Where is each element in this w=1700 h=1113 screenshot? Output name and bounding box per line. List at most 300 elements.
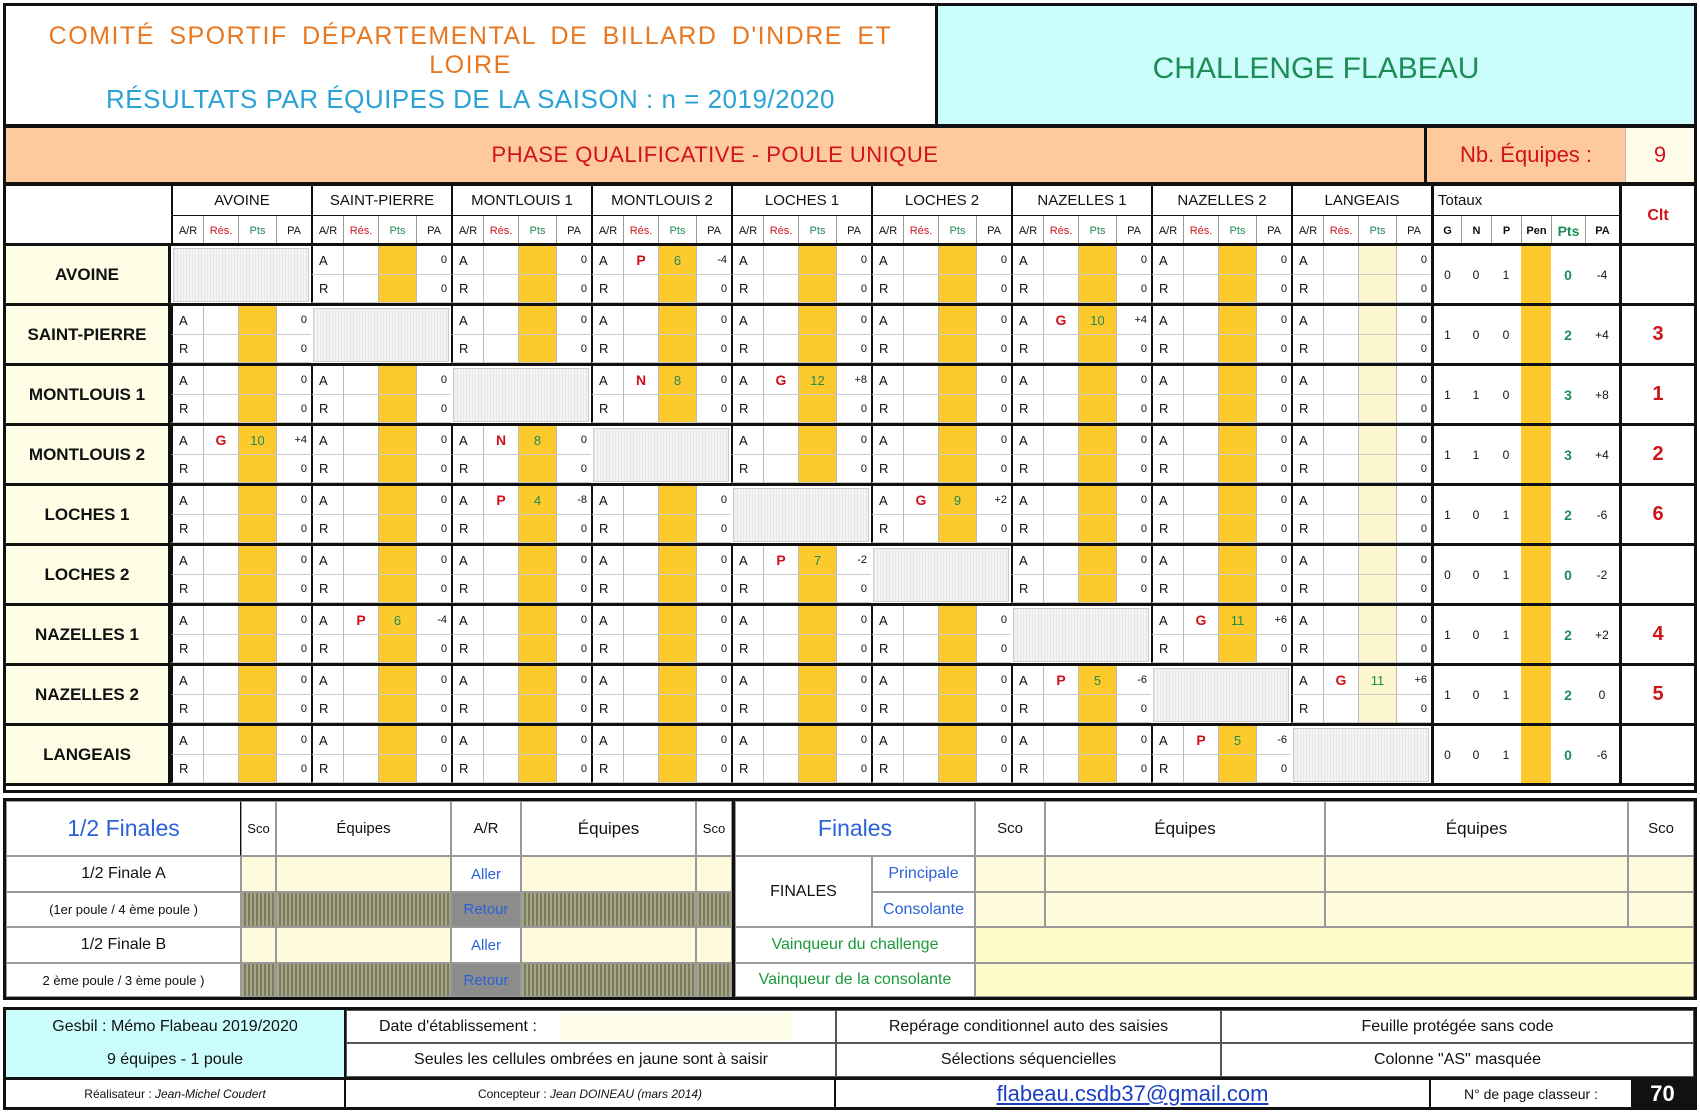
cell-points[interactable] (1078, 755, 1116, 783)
cell-result[interactable] (1043, 275, 1078, 303)
cell-points[interactable] (798, 755, 836, 783)
cell-result[interactable] (763, 395, 798, 423)
cell-points[interactable] (1218, 426, 1256, 455)
cell-result[interactable] (1043, 455, 1078, 483)
cell-result[interactable] (203, 486, 238, 515)
cell-result[interactable] (483, 575, 518, 603)
cell-result[interactable]: P (623, 246, 658, 275)
cell-points[interactable] (1078, 575, 1116, 603)
final-c-team2[interactable] (1325, 892, 1628, 927)
date-field[interactable] (561, 1013, 791, 1041)
cell-points[interactable] (938, 635, 976, 663)
cell-points[interactable] (1358, 246, 1396, 275)
cell-result[interactable] (1043, 755, 1078, 783)
semi-a-team1[interactable] (276, 856, 451, 892)
cell-result[interactable] (623, 515, 658, 543)
cell-result[interactable] (903, 426, 938, 455)
cell-result[interactable] (763, 335, 798, 363)
cell-points[interactable] (938, 306, 976, 335)
cell-points[interactable] (238, 515, 276, 543)
cell-result[interactable] (1183, 635, 1218, 663)
cell-points[interactable] (938, 275, 976, 303)
cell-result[interactable] (343, 575, 378, 603)
cell-result[interactable] (623, 486, 658, 515)
cell-points[interactable] (658, 486, 696, 515)
cell-points[interactable] (378, 395, 416, 423)
cell-result[interactable] (903, 726, 938, 755)
cell-points[interactable] (798, 455, 836, 483)
cell-points[interactable] (938, 335, 976, 363)
winner-cons-field[interactable] (975, 963, 1694, 997)
cell-points[interactable] (1218, 546, 1256, 575)
cell-result[interactable] (1043, 546, 1078, 575)
cell-result[interactable] (763, 275, 798, 303)
cell-points[interactable] (798, 695, 836, 723)
cell-points[interactable] (518, 546, 556, 575)
final-p-sco1[interactable] (975, 856, 1045, 892)
cell-points[interactable] (798, 666, 836, 695)
cell-result[interactable] (623, 275, 658, 303)
cell-points[interactable] (1358, 366, 1396, 395)
cell-result[interactable] (203, 695, 238, 723)
cell-result[interactable] (203, 546, 238, 575)
cell-result[interactable] (483, 695, 518, 723)
cell-result[interactable] (343, 275, 378, 303)
cell-result[interactable] (1323, 335, 1358, 363)
cell-result[interactable] (1323, 695, 1358, 723)
cell-result[interactable] (903, 515, 938, 543)
cell-points[interactable] (1078, 275, 1116, 303)
cell-points[interactable]: 11 (1218, 606, 1256, 635)
cell-result[interactable]: N (483, 426, 518, 455)
cell-points[interactable]: 12 (798, 366, 836, 395)
cell-points[interactable] (378, 546, 416, 575)
semi-a-sco1[interactable] (241, 856, 276, 892)
cell-points[interactable] (798, 426, 836, 455)
cell-points[interactable] (658, 575, 696, 603)
cell-points[interactable] (1078, 246, 1116, 275)
cell-result[interactable] (763, 666, 798, 695)
cell-points[interactable]: 8 (518, 426, 556, 455)
cell-result[interactable] (343, 546, 378, 575)
cell-points[interactable]: 9 (938, 486, 976, 515)
cell-points[interactable] (798, 246, 836, 275)
final-c-sco1[interactable] (975, 892, 1045, 927)
cell-points[interactable] (238, 546, 276, 575)
cell-result[interactable] (483, 246, 518, 275)
cell-result[interactable] (763, 635, 798, 663)
email-link[interactable]: flabeau.csdb37@gmail.com (836, 1080, 1431, 1107)
cell-result[interactable] (203, 306, 238, 335)
winner-field[interactable] (975, 927, 1694, 963)
cell-result[interactable] (623, 755, 658, 783)
cell-result[interactable] (1043, 726, 1078, 755)
cell-points[interactable] (1358, 606, 1396, 635)
cell-result[interactable] (1183, 546, 1218, 575)
cell-result[interactable] (343, 515, 378, 543)
cell-result[interactable] (763, 246, 798, 275)
cell-points[interactable] (238, 306, 276, 335)
cell-points[interactable] (378, 755, 416, 783)
cell-result[interactable]: P (763, 546, 798, 575)
cell-points[interactable] (238, 575, 276, 603)
cell-result[interactable] (343, 695, 378, 723)
cell-result[interactable] (623, 606, 658, 635)
cell-points[interactable] (378, 455, 416, 483)
cell-result[interactable] (1043, 246, 1078, 275)
cell-result[interactable] (343, 366, 378, 395)
cell-points[interactable] (798, 606, 836, 635)
cell-result[interactable] (1183, 246, 1218, 275)
cell-points[interactable]: 7 (798, 546, 836, 575)
cell-result[interactable] (1183, 306, 1218, 335)
cell-result[interactable] (483, 606, 518, 635)
cell-points[interactable] (658, 606, 696, 635)
cell-result[interactable] (203, 755, 238, 783)
cell-points[interactable] (938, 726, 976, 755)
cell-result[interactable] (903, 395, 938, 423)
cell-points[interactable] (1358, 395, 1396, 423)
cell-result[interactable] (623, 726, 658, 755)
cell-points[interactable] (238, 455, 276, 483)
cell-result[interactable] (903, 635, 938, 663)
cell-result[interactable] (903, 335, 938, 363)
cell-result[interactable] (203, 635, 238, 663)
cell-result[interactable] (623, 695, 658, 723)
cell-result[interactable]: G (203, 426, 238, 455)
cell-result[interactable]: P (1183, 726, 1218, 755)
cell-result[interactable] (623, 575, 658, 603)
cell-points[interactable] (798, 395, 836, 423)
cell-result[interactable] (903, 275, 938, 303)
cell-result[interactable] (903, 666, 938, 695)
cell-points[interactable] (1078, 366, 1116, 395)
cell-points[interactable] (518, 246, 556, 275)
cell-result[interactable] (203, 515, 238, 543)
cell-points[interactable] (798, 726, 836, 755)
cell-points[interactable] (1078, 455, 1116, 483)
nb-teams-value[interactable]: 9 (1625, 128, 1694, 182)
cell-result[interactable] (1043, 575, 1078, 603)
cell-result[interactable] (1323, 426, 1358, 455)
cell-points[interactable] (518, 455, 556, 483)
cell-points[interactable] (238, 366, 276, 395)
cell-points[interactable] (378, 246, 416, 275)
cell-points[interactable] (798, 275, 836, 303)
cell-points[interactable] (938, 395, 976, 423)
cell-result[interactable] (903, 695, 938, 723)
cell-result[interactable] (1323, 575, 1358, 603)
cell-result[interactable] (483, 515, 518, 543)
cell-result[interactable] (623, 666, 658, 695)
cell-result[interactable] (763, 455, 798, 483)
cell-points[interactable] (1218, 486, 1256, 515)
cell-points[interactable] (1218, 366, 1256, 395)
cell-result[interactable] (1183, 395, 1218, 423)
cell-points[interactable] (1358, 695, 1396, 723)
cell-points[interactable] (798, 635, 836, 663)
cell-result[interactable] (343, 455, 378, 483)
cell-result[interactable] (623, 306, 658, 335)
cell-result[interactable] (763, 726, 798, 755)
cell-points[interactable] (938, 426, 976, 455)
cell-points[interactable] (1358, 426, 1396, 455)
cell-result[interactable] (763, 606, 798, 635)
cell-points[interactable] (378, 275, 416, 303)
cell-points[interactable] (518, 575, 556, 603)
cell-points[interactable] (658, 395, 696, 423)
cell-result[interactable] (1323, 246, 1358, 275)
cell-result[interactable]: P (343, 606, 378, 635)
cell-result[interactable] (1323, 606, 1358, 635)
cell-result[interactable] (1183, 515, 1218, 543)
semi-b-sco1[interactable] (241, 927, 276, 963)
cell-result[interactable] (483, 546, 518, 575)
cell-result[interactable] (1183, 455, 1218, 483)
cell-points[interactable] (798, 335, 836, 363)
final-p-team1[interactable] (1045, 856, 1325, 892)
cell-result[interactable] (1043, 515, 1078, 543)
cell-result[interactable] (1183, 275, 1218, 303)
cell-result[interactable] (203, 575, 238, 603)
cell-result[interactable] (343, 395, 378, 423)
cell-result[interactable] (343, 726, 378, 755)
cell-points[interactable] (378, 695, 416, 723)
cell-result[interactable] (1183, 755, 1218, 783)
cell-points[interactable] (658, 726, 696, 755)
cell-points[interactable] (938, 455, 976, 483)
cell-points[interactable] (518, 306, 556, 335)
cell-points[interactable]: 4 (518, 486, 556, 515)
cell-result[interactable] (1323, 515, 1358, 543)
cell-points[interactable] (518, 666, 556, 695)
cell-points[interactable] (1358, 275, 1396, 303)
cell-result[interactable] (623, 335, 658, 363)
cell-result[interactable] (1323, 366, 1358, 395)
cell-points[interactable]: 5 (1078, 666, 1116, 695)
cell-points[interactable] (378, 366, 416, 395)
cell-points[interactable] (238, 335, 276, 363)
cell-points[interactable] (658, 666, 696, 695)
cell-result[interactable] (343, 666, 378, 695)
cell-result[interactable] (1043, 366, 1078, 395)
cell-points[interactable] (938, 755, 976, 783)
cell-points[interactable] (378, 575, 416, 603)
semi-b-sco2[interactable] (696, 927, 732, 963)
cell-points[interactable] (938, 606, 976, 635)
cell-result[interactable] (343, 755, 378, 783)
cell-points[interactable] (238, 635, 276, 663)
cell-result[interactable] (1183, 426, 1218, 455)
cell-result[interactable] (763, 426, 798, 455)
cell-result[interactable] (903, 366, 938, 395)
cell-result[interactable] (623, 395, 658, 423)
cell-result[interactable] (763, 575, 798, 603)
cell-points[interactable] (1218, 455, 1256, 483)
cell-result[interactable] (483, 726, 518, 755)
cell-result[interactable]: G (763, 366, 798, 395)
cell-points[interactable] (1358, 546, 1396, 575)
semi-b-team2[interactable] (521, 927, 696, 963)
cell-points[interactable] (238, 726, 276, 755)
cell-result[interactable]: G (1323, 666, 1358, 695)
cell-result[interactable] (343, 426, 378, 455)
cell-points[interactable] (938, 366, 976, 395)
cell-result[interactable]: G (903, 486, 938, 515)
cell-result[interactable] (1043, 395, 1078, 423)
cell-result[interactable] (1043, 426, 1078, 455)
cell-result[interactable] (483, 335, 518, 363)
cell-points[interactable] (1078, 426, 1116, 455)
cell-points[interactable] (238, 755, 276, 783)
cell-points[interactable]: 6 (378, 606, 416, 635)
cell-result[interactable] (903, 606, 938, 635)
final-c-team1[interactable] (1045, 892, 1325, 927)
cell-points[interactable] (1358, 335, 1396, 363)
cell-points[interactable]: 10 (1078, 306, 1116, 335)
cell-points[interactable] (1358, 575, 1396, 603)
cell-result[interactable] (1323, 486, 1358, 515)
cell-result[interactable] (343, 635, 378, 663)
cell-points[interactable] (378, 666, 416, 695)
cell-result[interactable] (903, 755, 938, 783)
cell-points[interactable] (1078, 546, 1116, 575)
cell-points[interactable] (1358, 635, 1396, 663)
final-p-sco2[interactable] (1628, 856, 1694, 892)
semi-a-team2[interactable] (521, 856, 696, 892)
cell-result[interactable] (343, 486, 378, 515)
cell-points[interactable] (1218, 395, 1256, 423)
cell-result[interactable] (1323, 635, 1358, 663)
cell-result[interactable] (903, 306, 938, 335)
cell-points[interactable] (378, 726, 416, 755)
cell-points[interactable] (1078, 515, 1116, 543)
cell-points[interactable] (658, 755, 696, 783)
cell-result[interactable] (1323, 546, 1358, 575)
cell-points[interactable] (378, 635, 416, 663)
cell-points[interactable]: 10 (238, 426, 276, 455)
cell-result[interactable]: G (1043, 306, 1078, 335)
cell-result[interactable]: P (1043, 666, 1078, 695)
cell-points[interactable] (238, 486, 276, 515)
cell-result[interactable] (903, 246, 938, 275)
cell-points[interactable] (658, 695, 696, 723)
cell-result[interactable] (203, 606, 238, 635)
cell-result[interactable] (623, 546, 658, 575)
cell-result[interactable]: N (623, 366, 658, 395)
cell-points[interactable] (658, 306, 696, 335)
cell-points[interactable]: 5 (1218, 726, 1256, 755)
cell-points[interactable] (518, 726, 556, 755)
cell-points[interactable] (238, 695, 276, 723)
semi-b-team1[interactable] (276, 927, 451, 963)
cell-result[interactable] (1323, 395, 1358, 423)
cell-points[interactable] (658, 635, 696, 663)
cell-result[interactable] (623, 635, 658, 663)
cell-result[interactable] (483, 455, 518, 483)
cell-points[interactable] (1218, 335, 1256, 363)
cell-points[interactable] (1078, 486, 1116, 515)
cell-points[interactable] (238, 395, 276, 423)
cell-result[interactable] (203, 455, 238, 483)
cell-points[interactable] (1218, 575, 1256, 603)
cell-points[interactable] (1218, 515, 1256, 543)
cell-result[interactable] (1183, 486, 1218, 515)
cell-points[interactable] (798, 575, 836, 603)
cell-points[interactable] (1078, 726, 1116, 755)
cell-points[interactable] (1078, 335, 1116, 363)
cell-points[interactable] (1358, 486, 1396, 515)
cell-result[interactable] (1183, 575, 1218, 603)
cell-points[interactable] (1218, 635, 1256, 663)
cell-points[interactable] (1218, 306, 1256, 335)
cell-result[interactable] (203, 395, 238, 423)
cell-points[interactable] (378, 426, 416, 455)
cell-points[interactable] (1358, 455, 1396, 483)
final-c-sco2[interactable] (1628, 892, 1694, 927)
cell-points[interactable] (1218, 246, 1256, 275)
cell-points[interactable] (658, 546, 696, 575)
cell-result[interactable] (1323, 455, 1358, 483)
cell-points[interactable] (518, 606, 556, 635)
final-p-team2[interactable] (1325, 856, 1628, 892)
cell-result[interactable] (1183, 335, 1218, 363)
cell-result[interactable] (483, 275, 518, 303)
cell-points[interactable] (1078, 395, 1116, 423)
cell-points[interactable] (1078, 695, 1116, 723)
cell-result[interactable] (483, 635, 518, 663)
cell-points[interactable] (1218, 275, 1256, 303)
cell-result[interactable] (763, 755, 798, 783)
cell-points[interactable] (938, 246, 976, 275)
cell-points[interactable] (238, 606, 276, 635)
cell-result[interactable] (763, 695, 798, 723)
cell-points[interactable] (658, 275, 696, 303)
cell-points[interactable] (518, 515, 556, 543)
cell-result[interactable] (903, 455, 938, 483)
cell-points[interactable] (658, 335, 696, 363)
cell-points[interactable] (1218, 755, 1256, 783)
cell-result[interactable] (483, 306, 518, 335)
cell-points[interactable] (518, 695, 556, 723)
cell-result[interactable] (203, 726, 238, 755)
cell-points[interactable] (1358, 515, 1396, 543)
cell-result[interactable] (1323, 306, 1358, 335)
cell-result[interactable] (483, 755, 518, 783)
cell-result[interactable] (203, 335, 238, 363)
cell-points[interactable] (238, 666, 276, 695)
cell-result[interactable]: P (483, 486, 518, 515)
cell-points[interactable] (518, 755, 556, 783)
cell-points[interactable] (518, 635, 556, 663)
cell-points[interactable]: 11 (1358, 666, 1396, 695)
cell-result[interactable] (1323, 275, 1358, 303)
cell-points[interactable] (1358, 306, 1396, 335)
cell-points[interactable] (658, 515, 696, 543)
cell-points[interactable] (798, 306, 836, 335)
cell-points[interactable] (378, 486, 416, 515)
cell-result[interactable]: G (1183, 606, 1218, 635)
cell-result[interactable] (1183, 366, 1218, 395)
cell-result[interactable] (343, 246, 378, 275)
cell-result[interactable] (483, 666, 518, 695)
cell-points[interactable] (518, 275, 556, 303)
cell-result[interactable] (203, 666, 238, 695)
cell-result[interactable] (1043, 695, 1078, 723)
semi-a-sco2[interactable] (696, 856, 732, 892)
cell-points[interactable] (938, 515, 976, 543)
cell-points[interactable] (938, 666, 976, 695)
